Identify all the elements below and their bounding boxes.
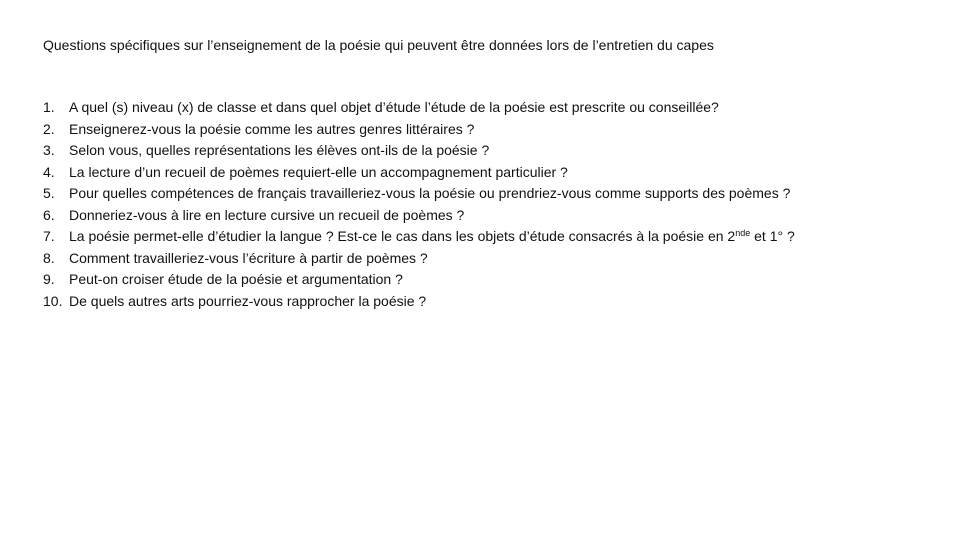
- question-number: 4.: [43, 163, 55, 180]
- question-number: 6.: [43, 206, 55, 223]
- question-text: A quel (s) niveau (x) de classe et dans quel objet d’étude l’étude de la poésie est prescrite ou conseillée?: [69, 99, 719, 115]
- question-number: 8.: [43, 249, 55, 266]
- list-item: [43, 226, 923, 248]
- question-text: Peut-on croiser étude de la poésie et argumentation ?: [69, 271, 403, 287]
- list-item: [43, 183, 923, 205]
- page-title: Questions spécifiques sur l’enseignement de la poésie qui peuvent être données lors de l’entretien du capes: [43, 37, 714, 53]
- list-item: [43, 119, 923, 141]
- question-number: 9.: [43, 271, 55, 287]
- question-text-tail: et 1° ?: [750, 228, 795, 244]
- question-text: [69, 226, 923, 248]
- question-text-main: La poésie permet-elle d’étudier la langue ? Est-ce le cas dans les objets d’étude consacrés à la poésie en 2: [69, 228, 736, 244]
- question-number: 3.: [43, 142, 55, 158]
- question-text: Pour quelles compétences de français travailleriez-vous la poésie ou prendriez-vous comme supports des poèmes ?: [69, 185, 791, 201]
- question-text: Enseignerez-vous la poésie comme les autres genres littéraires ?: [69, 120, 475, 137]
- list-item: [43, 291, 923, 313]
- list-item: [43, 97, 923, 119]
- question-text: Comment travailleriez-vous l’écriture à partir de poèmes ?: [69, 249, 428, 266]
- list-item: [43, 269, 923, 291]
- question-text: Donneriez-vous à lire en lecture cursive un recueil de poèmes ?: [69, 206, 465, 223]
- question-text: La lecture d’un recueil de poèmes requiert-elle un accompagnement particulier ?: [69, 163, 568, 180]
- list-item: [43, 162, 923, 184]
- question-text: Selon vous, quelles représentations les élèves ont-ils de la poésie ?: [69, 142, 490, 158]
- question-list: [43, 97, 923, 312]
- list-item: [43, 248, 923, 270]
- question-number: 2.: [43, 120, 55, 137]
- question-number: 10.: [43, 292, 63, 309]
- question-number: 5.: [43, 185, 55, 201]
- question-number: 7.: [43, 228, 55, 244]
- list-item: [43, 140, 923, 162]
- list-item: [43, 205, 923, 227]
- superscript-suffix: nde: [735, 228, 751, 238]
- question-text: De quels autres arts pourriez-vous rapprocher la poésie ?: [69, 292, 427, 309]
- question-number: 1.: [43, 99, 55, 115]
